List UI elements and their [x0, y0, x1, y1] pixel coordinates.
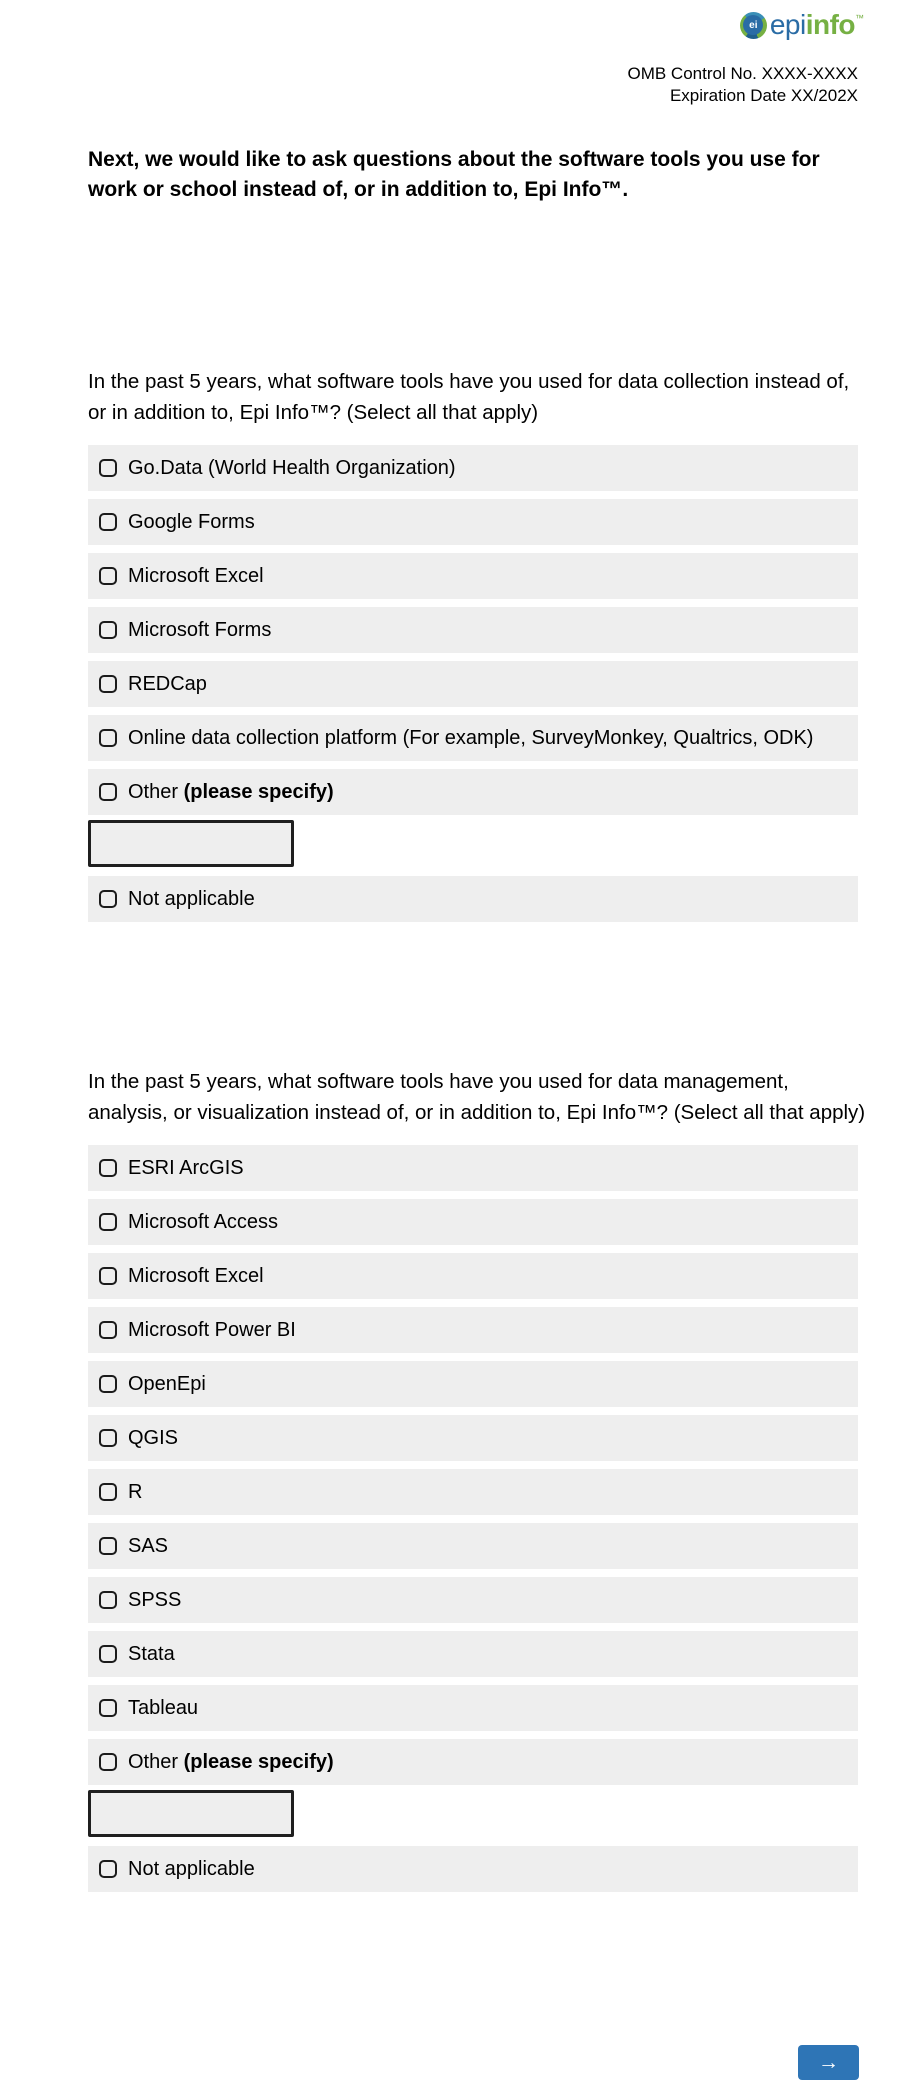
question-1-option-list-after	[88, 876, 870, 922]
omb-control-number: OMB Control No. XXXX-XXXX	[627, 64, 858, 83]
option-label: Microsoft Access	[128, 1211, 279, 1233]
option-label: QGIS	[128, 1427, 179, 1449]
checkbox-icon[interactable]	[99, 513, 117, 531]
checkbox-icon[interactable]	[99, 783, 117, 801]
option-label: Tableau	[128, 1697, 199, 1719]
logo-text-info: info	[805, 9, 855, 40]
option-label: Online data collection platform (For example, SurveyMonkey, Qualtrics, ODK)	[128, 727, 814, 749]
option-label: Microsoft Excel	[128, 1265, 264, 1287]
logo-trademark: ™	[855, 13, 864, 23]
checkbox-icon[interactable]	[99, 1645, 117, 1663]
omb-expiration-date: Expiration Date XX/202X	[669, 86, 858, 105]
checkbox-icon[interactable]	[99, 675, 117, 693]
option-label: Microsoft Power BI	[128, 1319, 296, 1341]
question-1-section	[88, 366, 870, 930]
option-label: OpenEpi	[128, 1373, 206, 1395]
option-row[interactable]	[88, 1253, 858, 1299]
option-row[interactable]	[88, 1415, 858, 1461]
option-row[interactable]	[88, 1361, 858, 1407]
option-row[interactable]	[88, 553, 858, 599]
next-button[interactable]	[798, 2045, 859, 2080]
intro-text: Next, we would like to ask questions about the software tools you use for work or school instead of, or in addition to, Epi Info™.	[88, 148, 820, 201]
option-label: Other (please specify)	[128, 1751, 334, 1773]
checkbox-icon[interactable]	[99, 459, 117, 477]
question-2-text: In the past 5 years, what software tools have you used for data management, analysis, or visualization instead of, or in addition to, Epi Info™? (Select all that apply)	[88, 1070, 866, 1124]
option-label: Google Forms	[128, 511, 255, 533]
checkbox-icon[interactable]	[99, 1429, 117, 1447]
epi-info-logo	[740, 11, 864, 39]
omb-block	[627, 63, 858, 107]
checkbox-icon[interactable]	[99, 567, 117, 585]
checkbox-icon[interactable]	[99, 1321, 117, 1339]
option-row[interactable]	[88, 1846, 858, 1892]
option-label: ESRI ArcGIS	[128, 1157, 244, 1179]
epi-info-badge-icon	[740, 12, 767, 39]
option-row[interactable]	[88, 1577, 858, 1623]
option-row[interactable]	[88, 607, 858, 653]
option-row[interactable]	[88, 661, 858, 707]
option-row[interactable]	[88, 1685, 858, 1731]
question-2-option-list	[88, 1145, 870, 1785]
option-label: Other (please specify)	[128, 781, 334, 803]
option-row[interactable]	[88, 715, 858, 761]
question-1-text: In the past 5 years, what software tools have you used for data collection instead of, or in addition to, Epi Info™? (Select all that apply)	[88, 370, 850, 424]
checkbox-icon[interactable]	[99, 1699, 117, 1717]
question-2-section	[88, 1066, 870, 1900]
option-row[interactable]	[88, 769, 858, 815]
question-2-other-specify-input[interactable]	[88, 1790, 294, 1837]
checkbox-icon[interactable]	[99, 1753, 117, 1771]
option-label: REDCap	[128, 673, 207, 695]
option-row[interactable]	[88, 1199, 858, 1245]
option-row[interactable]	[88, 1145, 858, 1191]
question-2-option-list-after	[88, 1846, 870, 1892]
logo-text-epi: epi	[769, 9, 806, 40]
option-row[interactable]	[88, 1307, 858, 1353]
question-1-other-specify-input[interactable]	[88, 820, 294, 867]
option-label: R	[128, 1481, 143, 1503]
option-label: SPSS	[128, 1589, 182, 1611]
option-row[interactable]	[88, 1739, 858, 1785]
checkbox-icon[interactable]	[99, 1860, 117, 1878]
right-arrow-icon: →	[818, 2051, 839, 2074]
option-label: Go.Data (World Health Organization)	[128, 457, 456, 479]
checkbox-icon[interactable]	[99, 1537, 117, 1555]
option-row[interactable]	[88, 499, 858, 545]
question-1-option-list	[88, 445, 870, 815]
checkbox-icon[interactable]	[99, 1591, 117, 1609]
option-row[interactable]	[88, 445, 858, 491]
checkbox-icon[interactable]	[99, 1375, 117, 1393]
option-label: Not applicable	[128, 1858, 255, 1880]
option-row[interactable]	[88, 1631, 858, 1677]
option-label: Microsoft Forms	[128, 619, 272, 641]
option-row[interactable]	[88, 1469, 858, 1515]
option-label: Microsoft Excel	[128, 565, 264, 587]
option-label: Stata	[128, 1643, 175, 1665]
checkbox-icon[interactable]	[99, 1267, 117, 1285]
option-row[interactable]	[88, 876, 858, 922]
checkbox-icon[interactable]	[99, 621, 117, 639]
checkbox-icon[interactable]	[99, 729, 117, 747]
badge-ei-text: ei	[743, 15, 763, 35]
option-label: Not applicable	[128, 888, 255, 910]
option-label: SAS	[128, 1535, 169, 1557]
checkbox-icon[interactable]	[99, 1159, 117, 1177]
checkbox-icon[interactable]	[99, 1213, 117, 1231]
checkbox-icon[interactable]	[99, 890, 117, 908]
checkbox-icon[interactable]	[99, 1483, 117, 1501]
option-row[interactable]	[88, 1523, 858, 1569]
